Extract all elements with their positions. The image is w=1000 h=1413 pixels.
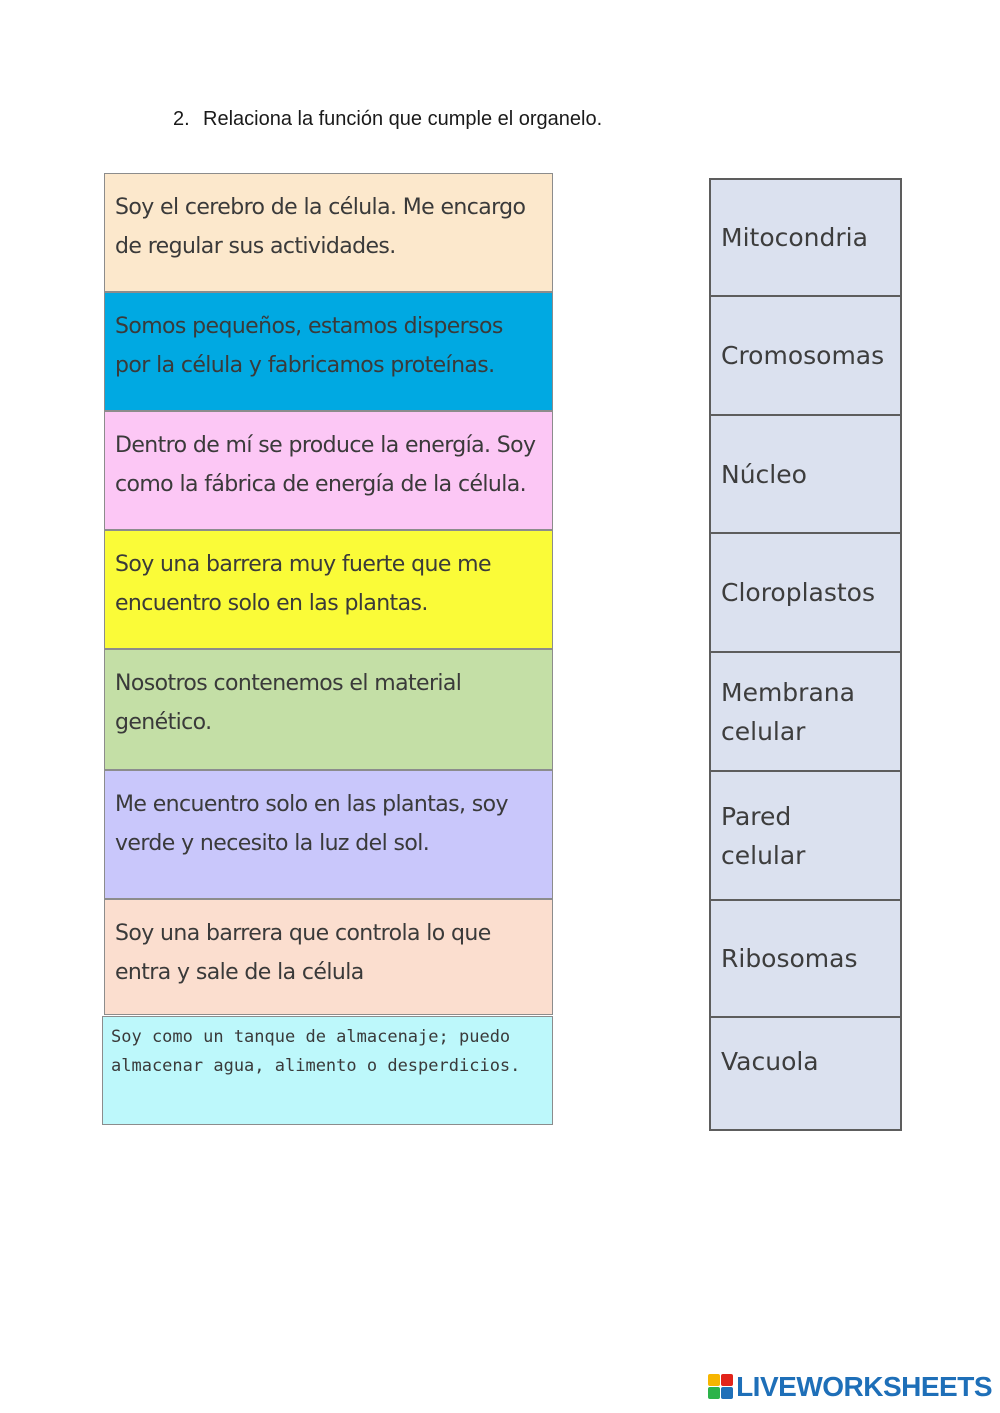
question-number: 2. <box>173 108 190 130</box>
logo-text: LIVEWORKSHEETS <box>736 1371 992 1402</box>
function-text: Dentro de mí se produce la energía. Soy como la fábrica de energía de la célula. <box>115 433 536 497</box>
organelle-label: Cloroplastos <box>721 578 876 607</box>
organelle-label: Vacuola <box>721 1047 819 1076</box>
function-text: Me encuentro solo en las plantas, soy verde y necesito la luz del sol. <box>115 792 508 856</box>
function-box[interactable] <box>104 411 553 530</box>
function-text: Somos pequeños, estamos dispersos por la célula y fabricamos proteínas. <box>115 314 503 378</box>
function-box[interactable] <box>104 292 553 411</box>
function-box[interactable] <box>104 770 553 899</box>
question-text: Relaciona la función que cumple el organelo. <box>203 108 603 130</box>
function-text: Soy como un tanque de almacenaje; puedo almacenar agua, alimento o desperdicios. <box>111 1027 521 1076</box>
function-box[interactable] <box>102 1016 553 1125</box>
function-text: Nosotros contenemos el material genético. <box>115 671 462 735</box>
organelle-label: Pared celular <box>721 801 806 870</box>
function-box[interactable] <box>104 899 553 1015</box>
question-prompt <box>173 108 602 131</box>
organelle-label: Núcleo <box>721 459 807 489</box>
organelle-box[interactable] <box>709 651 902 772</box>
function-box[interactable] <box>104 530 553 649</box>
liveworksheets-logo <box>708 1371 992 1403</box>
organelle-label: Mitocondria <box>721 223 868 252</box>
organelle-box[interactable] <box>709 1016 902 1131</box>
organelle-box[interactable] <box>709 178 902 297</box>
organelle-label: Ribosomas <box>721 944 858 973</box>
organelle-box[interactable] <box>709 770 902 901</box>
organelle-box[interactable] <box>709 295 902 416</box>
organelle-label: Membrana celular <box>721 677 855 746</box>
function-box[interactable] <box>104 173 553 292</box>
logo-blocks-icon <box>708 1374 734 1400</box>
organelle-box[interactable] <box>709 532 902 653</box>
function-text: Soy el cerebro de la célula. Me encargo de regular sus actividades. <box>115 195 526 259</box>
organelle-label: Cromosomas <box>721 341 885 370</box>
function-box[interactable] <box>104 649 553 770</box>
function-text: Soy una barrera muy fuerte que me encuentro solo en las plantas. <box>115 552 491 616</box>
function-text: Soy una barrera que controla lo que entra y sale de la célula <box>115 921 491 985</box>
organelle-box[interactable] <box>709 899 902 1018</box>
organelle-box[interactable] <box>709 414 902 534</box>
